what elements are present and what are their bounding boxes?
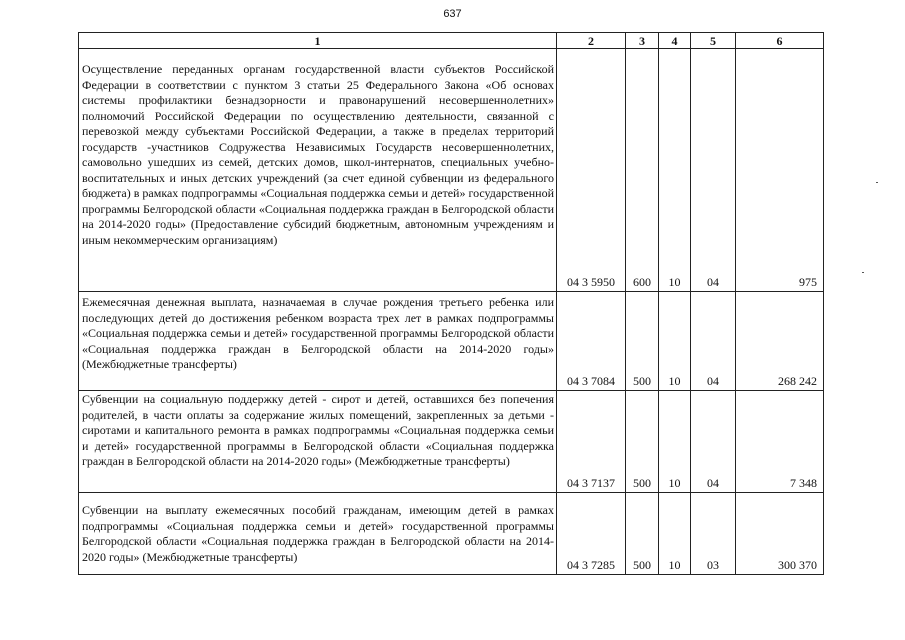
row-subsection: 03 [691, 493, 736, 575]
row-type: 500 [626, 292, 659, 391]
row-type: 500 [626, 391, 659, 493]
row-subsection: 04 [691, 391, 736, 493]
table-row [79, 49, 824, 292]
table-header-row [79, 33, 824, 49]
row-type: 500 [626, 493, 659, 575]
row-section: 10 [659, 493, 691, 575]
table-row [79, 292, 824, 391]
table-row [79, 493, 824, 575]
page-number: 637 [443, 8, 462, 20]
column-header-section: 4 [659, 33, 691, 49]
row-type: 600 [626, 49, 659, 292]
scan-speck [862, 272, 864, 273]
row-code: 04 3 5950 [557, 49, 626, 292]
row-section: 10 [659, 49, 691, 292]
row-section: 10 [659, 391, 691, 493]
row-code: 04 3 7137 [557, 391, 626, 493]
budget-table [78, 32, 824, 575]
row-description: Субвенции на социальную поддержку детей - сирот и детей, оставшихся без попечения родителей, в части оплаты за содержание жилых помещений, закрепленных за детьми - сиротами и капитального ремонта в рамках подпрограммы «Социальная поддержка семьи и детей» государственной программы в Белгородской области «Социальная поддержка граждан в Белгородской области на 2014-2020 годы» (Межбюджетные трансферты) [79, 391, 557, 493]
row-amount: 268 242 [736, 292, 824, 391]
row-code: 04 3 7084 [557, 292, 626, 391]
column-header-type: 3 [626, 33, 659, 49]
column-header-amount: 6 [736, 33, 824, 49]
row-code: 04 3 7285 [557, 493, 626, 575]
row-amount: 7 348 [736, 391, 824, 493]
row-section: 10 [659, 292, 691, 391]
row-subsection: 04 [691, 49, 736, 292]
row-subsection: 04 [691, 292, 736, 391]
row-description: Осуществление переданных органам государственной власти субъектов Российской Федерации в соответствии с пунктом 3 статьи 25 Федерального Закона «Об основах системы профилактики безнадзорности и правонарушений несовершеннолетних» полномочий Российской Федерации по осуществлению деятельности, связанной с перевозкой между субъектами Российской Федерации, а также в пределах территорий государств -участников Содружества Независимых Государств несовершеннолетних, самовольно ушедших из семей, детских домов, школ-интернатов, специальных учебно-воспитательных и иных детских учреждений (за счет единой субвенции из федерального бюджета) в рамках подпрограммы «Социальная поддержка семьи и детей» государственной программы Белгородской области «Социальная поддержка граждан в Белгородской области на 2014-2020 годы» (Предоставление субсидий бюджетным, автономным учреждениям и иным некоммерческим организациям) [79, 49, 557, 292]
column-header-description: 1 [79, 33, 557, 49]
column-header-subsection: 5 [691, 33, 736, 49]
row-description: Субвенции на выплату ежемесячных пособий гражданам, имеющим детей в рамках подпрограммы «Социальная поддержка семьи и детей» государственной программы Белгородской области «Социальная поддержка граждан в Белгородской области на 2014-2020 годы» (Межбюджетные трансферты) [79, 493, 557, 575]
row-amount: 975 [736, 49, 824, 292]
scan-speck [876, 182, 878, 183]
row-amount: 300 370 [736, 493, 824, 575]
table-row [79, 391, 824, 493]
column-header-code: 2 [557, 33, 626, 49]
row-description: Ежемесячная денежная выплата, назначаемая в случае рождения третьего ребенка или последующих детей до достижения ребенком возраста трех лет в рамках подпрограммы «Социальная поддержка семьи и детей» государственной программы Белгородской области «Социальная поддержка граждан в Белгородской области на 2014-2020 годы» (Межбюджетные трансферты) [79, 292, 557, 391]
